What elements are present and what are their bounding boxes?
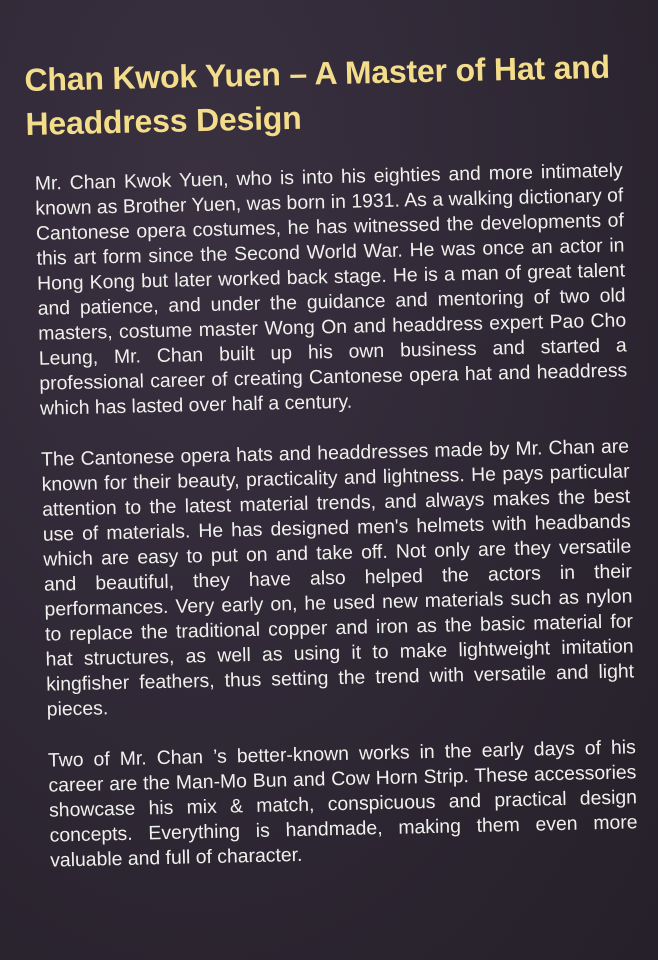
panel-content (24, 44, 653, 900)
paragraph-biography: Mr. Chan Kwok Yuen, who is into his eighties and more intimately known as Brother Yuen, was born in 1931. As a walking dictionary of Cantonese opera costumes, he has witnessed the developments of this art form since the Second World War. He was once an actor in Hong Kong but later worked back stage. He is a man of great talent and patience, and under the guidance and mentoring of two old masters, costume master Wong On and headdress expert Pao Cho Leung, Mr. Chan built up his own business and started a professional career of creating Cantonese opera hat and headdress which has lasted over half a century. (34, 159, 628, 420)
panel-title: Chan Kwok Yuen – A Master of Hat and Headdress Design (24, 48, 611, 142)
paragraph-notable-works: Two of Mr. Chan ’s better-known works in the early days of his career are the Man-Mo Bun and Cow Horn Strip. These accessories showcase his mix & match, conspicuous and practical design concepts. Everything is handmade, making them even more valuable and full of character. (47, 736, 638, 872)
paragraph-design-features: The Cantonese opera hats and headdresses made by Mr. Chan are known for their beauty, practicality and lightness. He pays particular attention to the latest material trends, and always makes the best use of materials. He has designed men's helmets with headbands which are easy to put on and take off. Not only are they versatile and beautiful, they have also helped the actors in their performances. Very early on, he used new materials such as nylon to replace the traditional copper and iron as the basic material for hat structures, as well as using it to make lightweight imitation kingfisher feathers, thus setting the trend with versatile and light pieces. (40, 435, 635, 721)
